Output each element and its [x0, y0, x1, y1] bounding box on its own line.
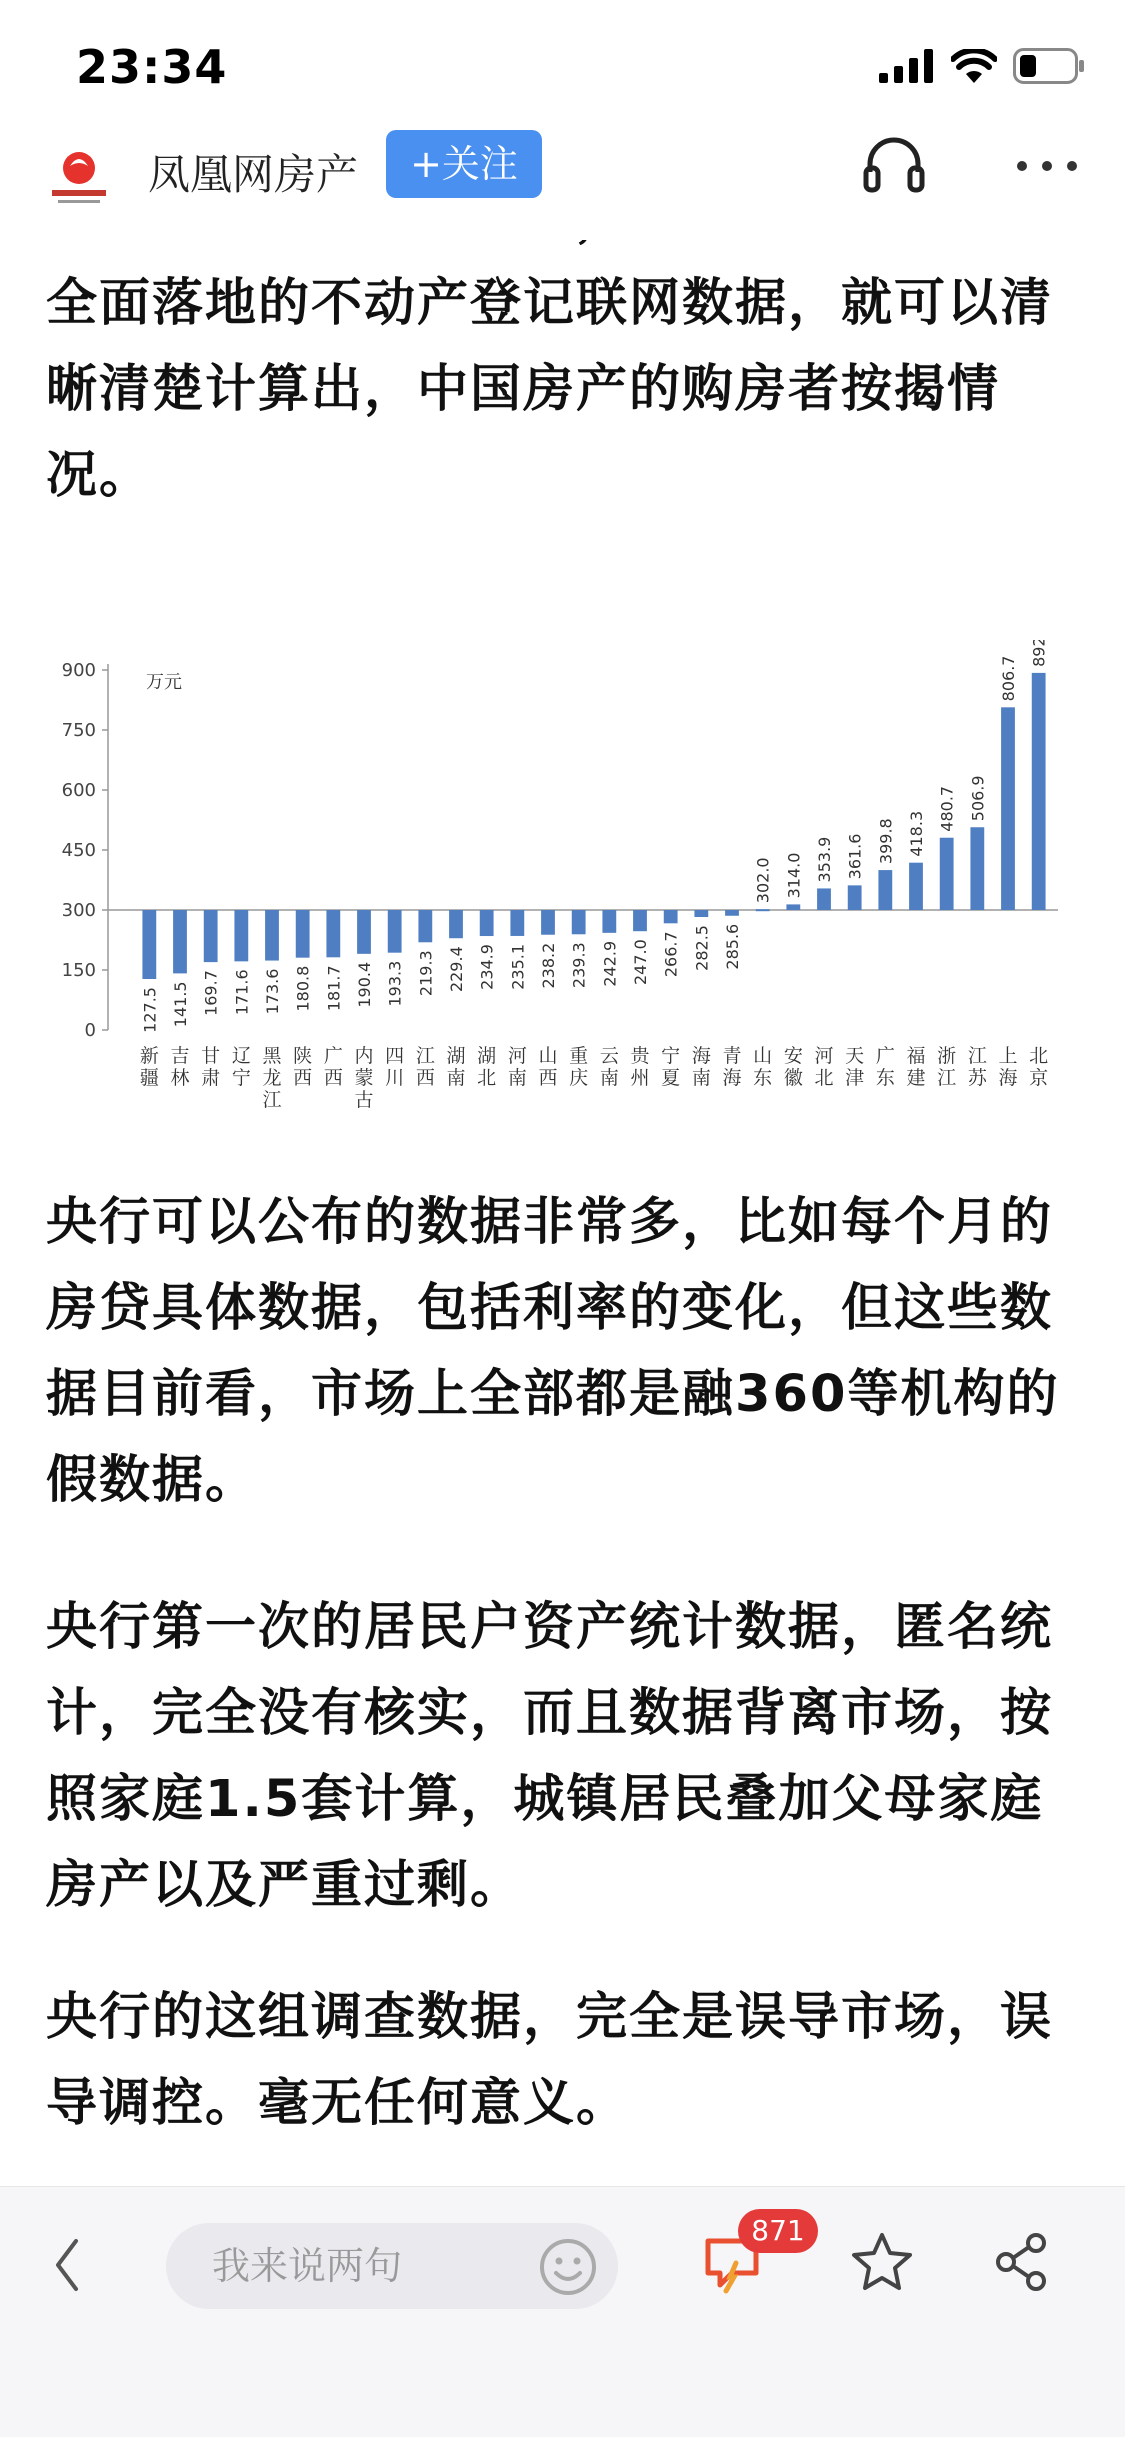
chart-bar: [142, 910, 156, 979]
x-category-char: 江: [415, 1045, 435, 1067]
x-category-label: [876, 1045, 895, 1089]
chart-bar: [234, 910, 248, 961]
x-category-label: [538, 1045, 557, 1089]
bar-value-label: 242.9: [600, 940, 620, 987]
x-category-char: 甘: [201, 1045, 221, 1067]
x-category-label: [354, 1045, 373, 1110]
x-category-label: [262, 1045, 282, 1110]
chart-bar: [633, 910, 647, 931]
comment-placeholder: 我来说两句: [212, 2244, 403, 2288]
bar-value-label: 229.4: [447, 946, 466, 993]
chart-bar: [173, 910, 187, 973]
bar-value-label: 399.8: [876, 818, 896, 865]
x-category-label: [630, 1045, 650, 1089]
chart-bar: [756, 909, 770, 911]
x-category-char: 北: [477, 1067, 497, 1089]
paragraph-line: 据目前看，市场上全部都是融360等机构的: [46, 1365, 1060, 1424]
x-category-char: 西: [293, 1067, 313, 1089]
bar-value-label: 181.7: [324, 965, 344, 1012]
x-category-label: [814, 1045, 833, 1089]
y-tick-label: 600: [61, 780, 96, 801]
bar-value-label: 285.6: [723, 923, 742, 970]
x-category-char: 海: [691, 1045, 711, 1067]
x-category-label: [477, 1045, 496, 1089]
chart-bar: [265, 910, 279, 961]
article-paragraph-4: [46, 1975, 1086, 2147]
x-category-label: [998, 1045, 1017, 1089]
x-category-label: [753, 1045, 772, 1089]
x-category-char: 新: [139, 1045, 159, 1067]
chart-bar: [572, 910, 586, 934]
bottom-toolbar: [0, 2186, 1125, 2437]
wifi-icon: [951, 49, 997, 83]
x-category-char: 陕: [293, 1045, 313, 1067]
chart-bar: [909, 863, 923, 910]
x-category-char: 江: [937, 1067, 957, 1089]
x-category-char: 吉: [170, 1045, 190, 1067]
bar-value-label: 806.7: [999, 655, 1018, 702]
x-category-label: [508, 1045, 527, 1089]
x-category-char: 辽: [231, 1045, 251, 1067]
x-category-char: 河: [507, 1045, 527, 1067]
x-category-char: 东: [753, 1067, 773, 1089]
y-tick-label: 450: [61, 840, 96, 861]
x-category-char: 云: [599, 1045, 619, 1067]
comment-input[interactable]: [166, 2223, 618, 2309]
bar-value-label: 302.0: [753, 857, 773, 904]
back-icon[interactable]: [52, 2235, 80, 2295]
x-category-label: [661, 1045, 680, 1089]
bar-value-label: 353.9: [815, 836, 834, 883]
bar-value-label: 171.6: [232, 969, 252, 1016]
x-category-char: 福: [906, 1045, 926, 1067]
x-category-char: 南: [446, 1067, 466, 1089]
x-category-char: 林: [170, 1067, 190, 1089]
bar-value-label: 361.6: [845, 833, 865, 880]
bar-value-label: 173.6: [263, 968, 282, 1015]
bar-value-label: 219.3: [416, 950, 436, 997]
x-category-char: 湖: [446, 1045, 466, 1067]
chart-bar: [848, 885, 862, 910]
y-tick-label: 750: [61, 720, 96, 741]
bar-value-label: 314.0: [784, 852, 804, 899]
comment-count-badge: 871: [738, 2209, 818, 2253]
paragraph-line: 全面落地的不动产登记联网数据，就可以清: [46, 274, 1054, 333]
x-category-char: 天: [845, 1045, 865, 1067]
chart-svg: [48, 640, 1078, 1110]
chart-bar: [970, 827, 984, 910]
status-icons: [879, 48, 1085, 84]
ifeng-logo-icon: [44, 142, 114, 212]
status-bar: [0, 0, 1125, 130]
bar-value-label: 141.5: [171, 981, 190, 1028]
chart-bar: [388, 910, 402, 953]
chart-bar: [817, 888, 831, 910]
paragraph-line: 央行可以公布的数据非常多，比如每个月的: [46, 1193, 1054, 1252]
x-category-char: 南: [691, 1067, 711, 1089]
x-category-char: 苏: [967, 1067, 987, 1089]
paragraph-line: 央行第一次的居民户资产统计数据，匿名统: [46, 1598, 1054, 1657]
bar-value-label: 480.7: [937, 785, 957, 832]
x-category-char: 古: [354, 1089, 374, 1110]
status-time: 23:34: [76, 40, 228, 94]
x-category-char: 州: [630, 1067, 650, 1089]
bar-value-label: 892.8: [1029, 640, 1049, 667]
chart-bar: [449, 910, 463, 938]
article-paragraph-3: [46, 1585, 1086, 1929]
x-category-char: 海: [998, 1067, 1018, 1089]
x-category-char: 东: [875, 1067, 895, 1089]
y-tick-label: 300: [61, 900, 96, 921]
x-category-char: 北: [814, 1067, 834, 1089]
x-category-char: 湖: [477, 1045, 497, 1067]
favorite-star-icon[interactable]: [850, 2231, 914, 2293]
x-category-char: 重: [569, 1045, 589, 1067]
signal-icon: [879, 49, 935, 83]
chart-bar: [357, 910, 371, 954]
chart-bar: [480, 910, 494, 936]
x-category-char: 广: [323, 1045, 343, 1067]
x-category-char: 江: [967, 1045, 987, 1067]
x-category-label: [784, 1045, 803, 1089]
article-paragraph-2: [46, 1180, 1086, 1524]
x-category-char: 广: [875, 1045, 895, 1067]
bar-value-label: 127.5: [140, 987, 160, 1033]
x-category-char: 徽: [783, 1067, 803, 1089]
x-category-label: [201, 1045, 220, 1089]
x-category-label: [385, 1045, 404, 1089]
x-category-label: [324, 1045, 343, 1089]
x-category-char: 宁: [231, 1067, 251, 1089]
x-category-char: 黑: [262, 1045, 282, 1067]
x-category-char: 江: [262, 1089, 282, 1110]
bar-value-label: 169.7: [201, 970, 221, 1016]
x-category-label: [845, 1045, 864, 1089]
x-category-char: 青: [722, 1045, 742, 1067]
article-header: [0, 130, 1125, 240]
bar-value-label: 235.1: [508, 943, 528, 990]
chart-bar: [326, 910, 340, 957]
bar-value-label: 282.5: [692, 925, 712, 971]
chart-bar: [664, 910, 678, 923]
x-category-char: 夏: [661, 1067, 681, 1089]
bar-value-label: 266.7: [661, 931, 681, 978]
x-category-char: 京: [1029, 1067, 1049, 1089]
x-category-label: [232, 1045, 251, 1089]
x-category-label: [569, 1045, 588, 1089]
paragraph-line: 假数据。: [46, 1451, 259, 1510]
battery-icon: [1013, 48, 1085, 84]
x-category-char: 上: [998, 1045, 1018, 1067]
x-category-label: [937, 1045, 956, 1089]
chart-bar: [694, 910, 708, 917]
chart-bar: [204, 910, 218, 962]
x-category-char: 建: [906, 1067, 926, 1089]
bar-value-label: 180.8: [293, 965, 313, 1012]
bar-value-label: 234.9: [477, 944, 497, 990]
paragraph-line: 晰清楚计算出，中国房产的购房者按揭情: [46, 360, 1001, 419]
x-category-char: 庆: [569, 1067, 589, 1089]
x-category-char: 西: [538, 1067, 558, 1089]
chart-bar: [878, 870, 892, 910]
follow-button[interactable]: +关注: [386, 130, 542, 198]
x-category-char: 南: [599, 1067, 619, 1089]
emoji-icon[interactable]: [538, 2237, 598, 2297]
chart-bar: [418, 910, 432, 942]
x-category-label: [968, 1045, 988, 1089]
x-category-char: 西: [415, 1067, 435, 1089]
x-category-label: [692, 1045, 711, 1089]
bar-value-label: 506.9: [968, 775, 988, 822]
x-category-char: 疆: [139, 1067, 159, 1089]
chart-bar: [541, 910, 555, 935]
x-category-char: 北: [1029, 1045, 1049, 1067]
paragraph-line: 导调控。毫无任何意义。: [46, 2074, 630, 2133]
chart-bar: [1032, 673, 1046, 910]
paragraph-line: 央行的这组调查数据，完全是误导市场，误: [46, 1988, 1054, 2047]
chart-unit-label: 万元: [146, 672, 182, 693]
x-category-label: [140, 1045, 159, 1089]
x-category-char: 宁: [661, 1045, 681, 1067]
bar-value-label: 193.3: [385, 960, 405, 1007]
x-category-char: 蒙: [354, 1067, 374, 1089]
x-category-label: [906, 1045, 925, 1089]
chart-bar: [1001, 707, 1015, 910]
chart-bar: [510, 910, 524, 936]
x-category-label: [416, 1045, 435, 1089]
x-category-label: [170, 1045, 189, 1089]
bar-value-label: 418.3: [907, 810, 926, 857]
paragraph-line: 房产以及严重过剩。: [46, 1856, 524, 1915]
x-category-label: [1029, 1045, 1048, 1089]
x-category-char: 南: [507, 1067, 527, 1089]
source-name[interactable]: 凤凰网房产: [148, 150, 359, 199]
paragraph-line: 房贷具体数据，包括利率的变化，但这些数: [46, 1279, 1054, 1338]
headphone-icon[interactable]: [862, 132, 926, 194]
x-category-label: [600, 1045, 619, 1089]
x-category-label: [446, 1045, 465, 1089]
paragraph-line: 计，完全没有核实，而且数据背离市场，按: [46, 1684, 1054, 1743]
x-category-char: 津: [845, 1067, 865, 1089]
chart-bar: [725, 910, 739, 916]
chart-bar: [786, 904, 800, 910]
share-icon[interactable]: [992, 2231, 1052, 2293]
bar-value-label: 238.2: [539, 942, 558, 989]
bar-value-label: 247.0: [631, 939, 650, 986]
bar-value-label: 190.4: [355, 961, 374, 1008]
x-category-char: 贵: [630, 1045, 650, 1067]
x-category-char: 安: [783, 1045, 803, 1067]
x-category-char: 龙: [262, 1067, 282, 1089]
x-category-char: 浙: [937, 1045, 957, 1067]
chart-bar: [602, 910, 616, 933]
chart-bar: [940, 838, 954, 910]
more-icon[interactable]: [1016, 160, 1078, 172]
x-category-char: 川: [385, 1067, 405, 1089]
y-tick-label: 900: [61, 660, 96, 681]
x-category-char: 西: [323, 1067, 343, 1089]
x-category-char: 山: [538, 1045, 558, 1067]
x-category-label: [722, 1045, 741, 1089]
paragraph-line: 况。: [46, 446, 153, 505]
bar-value-label: 239.3: [569, 942, 589, 989]
chart-bar: [296, 910, 310, 958]
x-category-char: 内: [354, 1045, 374, 1067]
x-category-char: 肃: [201, 1067, 221, 1089]
x-category-char: 山: [753, 1045, 773, 1067]
x-category-label: [293, 1045, 312, 1089]
x-category-char: 海: [722, 1067, 742, 1089]
x-category-char: 四: [385, 1045, 405, 1067]
y-tick-label: 0: [84, 1020, 96, 1041]
x-category-char: 河: [814, 1045, 834, 1067]
paragraph-line: 照家庭1.5套计算，城镇居民叠加父母家庭: [46, 1770, 1044, 1829]
mortgage-bar-chart: [48, 640, 1078, 1110]
y-tick-label: 150: [61, 960, 96, 981]
